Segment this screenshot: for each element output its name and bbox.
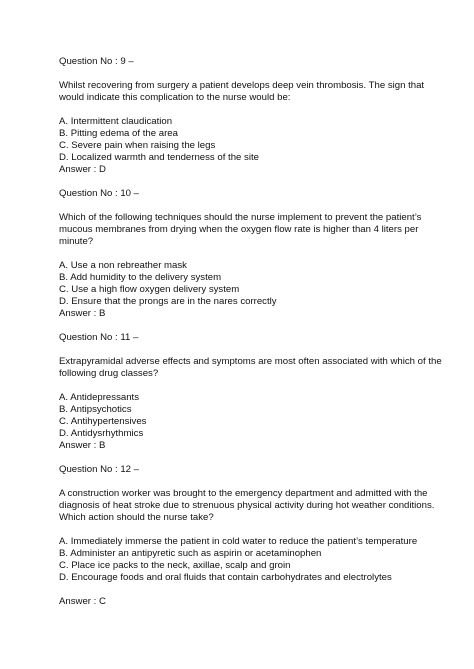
option-c: C. Place ice packs to the neck, axillae, scalp and groin (59, 560, 291, 571)
answer: Answer : C (59, 596, 106, 607)
option-a: A. Antidepressants (59, 392, 139, 403)
option-d: D. Encourage foods and oral fluids that contain carbohydrates and electrolytes (59, 572, 392, 583)
question-text (59, 212, 422, 248)
options-list (59, 536, 419, 584)
question-text (59, 356, 442, 380)
question-text-line: Which action should the nurse take? (59, 512, 214, 523)
option-b: B. Add humidity to the delivery system (59, 272, 222, 283)
question-12 (59, 464, 435, 608)
option-d: D. Antidysrhythmics (59, 428, 144, 439)
question-text (59, 80, 425, 104)
option-a: A. Use a non rebreather mask (59, 260, 187, 271)
answer: Answer : B (59, 308, 106, 319)
option-c: C. Severe pain when raising the legs (59, 140, 216, 151)
document-page (59, 56, 442, 608)
option-b: B. Pitting edema of the area (59, 128, 178, 139)
question-text-line: minute? (59, 236, 94, 247)
question-11 (59, 332, 442, 452)
question-10 (59, 188, 422, 320)
answer: Answer : D (59, 164, 106, 175)
option-d: D. Localized warmth and tenderness of the site (59, 152, 259, 163)
question-text (59, 488, 435, 524)
question-text-line: Which of the following techniques should the nurse implement to prevent the patient’s (59, 212, 422, 223)
question-number: Question No : 9 – (59, 56, 134, 67)
question-text-line: diagnosis of heat stroke due to strenuous physical activity during hot weather conditions. (59, 500, 435, 511)
question-number: Question No : 11 – (59, 332, 139, 343)
options-list (59, 116, 419, 164)
question-text-line: mucous membranes from drying when the oxygen flow rate is higher than 4 liters per (59, 224, 419, 235)
question-number: Question No : 10 – (59, 188, 139, 199)
question-text-line: Extrapyramidal adverse effects and symptoms are most often associated with which of the (59, 356, 442, 367)
option-b: B. Administer an antipyretic such as aspirin or acetaminophen (59, 548, 322, 559)
option-b: B. Antipsychotics (59, 404, 132, 415)
question-number: Question No : 12 – (59, 464, 139, 475)
question-9 (59, 56, 425, 176)
option-a: A. Intermittent claudication (59, 116, 173, 127)
options-list (59, 392, 419, 440)
option-a: A. Immediately immerse the patient in cold water to reduce the patient’s temperature (59, 536, 418, 547)
answer: Answer : B (59, 440, 106, 451)
option-d: D. Ensure that the prongs are in the nares correctly (59, 296, 277, 307)
options-list (59, 260, 419, 308)
option-c: C. Antihypertensives (59, 416, 147, 427)
question-text-line: would indicate this complication to the nurse would be: (59, 92, 291, 103)
question-text-line: A construction worker was brought to the emergency department and admitted with the (59, 488, 428, 499)
question-text-line: Whilst recovering from surgery a patient develops deep vein thrombosis. The sign that (59, 80, 425, 91)
question-text-line: following drug classes? (59, 368, 159, 379)
option-c: C. Use a high flow oxygen delivery system (59, 284, 240, 295)
